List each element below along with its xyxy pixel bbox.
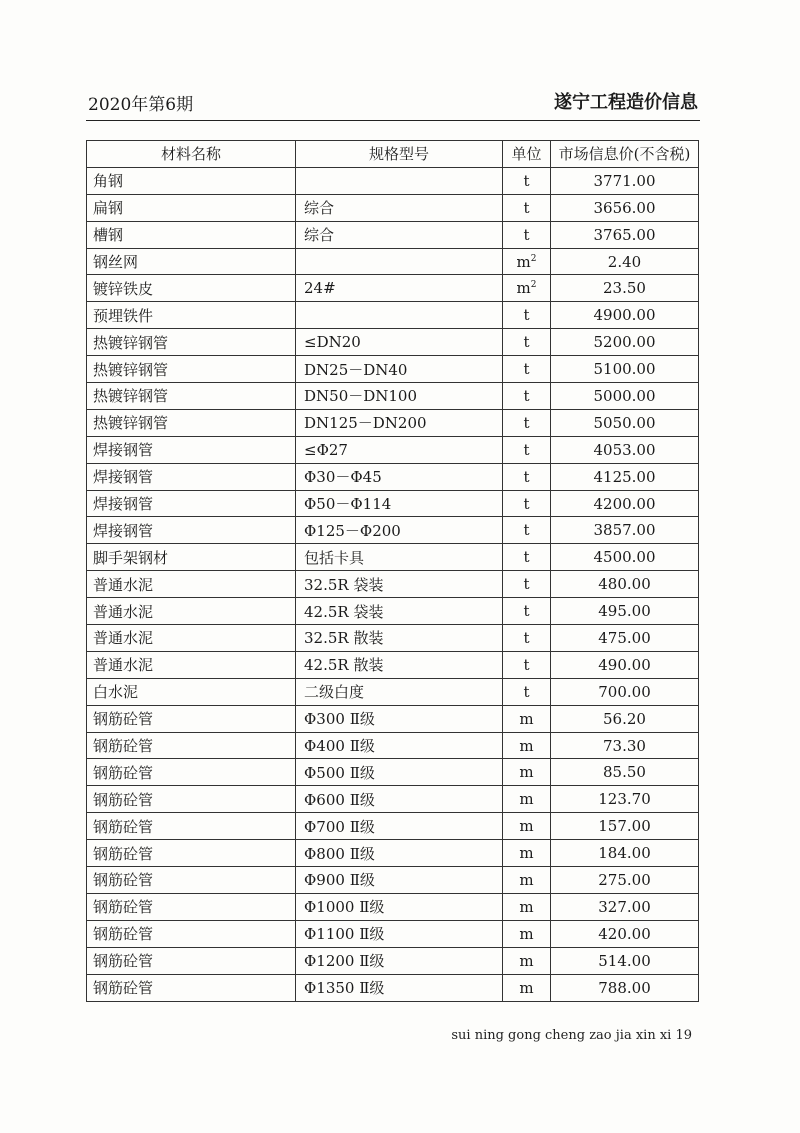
cell-unit: t [503, 194, 551, 221]
cell-name: 槽钢 [87, 221, 296, 248]
cell-name: 预埋铁件 [87, 302, 296, 329]
cell-price: 5200.00 [551, 329, 699, 356]
cell-name: 焊接钢管 [87, 463, 296, 490]
table-row [87, 356, 699, 383]
cell-unit: t [503, 383, 551, 410]
cell-spec: Φ1200 Ⅱ级 [296, 947, 503, 974]
cell-name: 钢筋砼管 [87, 759, 296, 786]
cell-name: 钢筋砼管 [87, 947, 296, 974]
cell-name: 焊接钢管 [87, 490, 296, 517]
cell-name: 普通水泥 [87, 651, 296, 678]
cell-unit: m [503, 705, 551, 732]
cell-price: 4053.00 [551, 436, 699, 463]
cell-name: 普通水泥 [87, 571, 296, 598]
table-row [87, 947, 699, 974]
cell-spec: ≤Φ27 [296, 436, 503, 463]
cell-unit: m [503, 840, 551, 867]
cell-spec [296, 248, 503, 275]
table-row [87, 867, 699, 894]
cell-price: 5000.00 [551, 383, 699, 410]
cell-spec: 32.5R 袋装 [296, 571, 503, 598]
cell-price: 495.00 [551, 598, 699, 625]
cell-spec: Φ1000 Ⅱ级 [296, 893, 503, 920]
table-row [87, 651, 699, 678]
cell-name: 普通水泥 [87, 598, 296, 625]
cell-spec: 包括卡具 [296, 544, 503, 571]
cell-unit: t [503, 356, 551, 383]
cell-price: 3771.00 [551, 167, 699, 194]
cell-price: 157.00 [551, 813, 699, 840]
cell-unit: t [503, 436, 551, 463]
col-header-spec: 规格型号 [296, 141, 503, 168]
table-row [87, 409, 699, 436]
cell-name: 钢筋砼管 [87, 705, 296, 732]
cell-spec: Φ50－Φ114 [296, 490, 503, 517]
cell-name: 钢筋砼管 [87, 893, 296, 920]
cell-unit: t [503, 598, 551, 625]
cell-name: 钢筋砼管 [87, 732, 296, 759]
cell-name: 钢筋砼管 [87, 813, 296, 840]
cell-name: 焊接钢管 [87, 517, 296, 544]
cell-unit: t [503, 678, 551, 705]
cell-unit: m [503, 759, 551, 786]
cell-spec: Φ1100 Ⅱ级 [296, 920, 503, 947]
cell-unit: m [503, 786, 551, 813]
cell-price: 3656.00 [551, 194, 699, 221]
cell-price: 4500.00 [551, 544, 699, 571]
cell-price: 420.00 [551, 920, 699, 947]
cell-unit: t [503, 651, 551, 678]
cell-spec: Φ600 Ⅱ级 [296, 786, 503, 813]
cell-spec [296, 302, 503, 329]
cell-unit: $m^2$ [503, 248, 551, 275]
table-row [87, 974, 699, 1001]
cell-spec: Φ300 Ⅱ级 [296, 705, 503, 732]
table-row [87, 732, 699, 759]
cell-spec: Φ400 Ⅱ级 [296, 732, 503, 759]
cell-spec: 32.5R 散装 [296, 625, 503, 652]
cell-unit: m [503, 947, 551, 974]
cell-spec: 42.5R 袋装 [296, 598, 503, 625]
table-row [87, 920, 699, 947]
cell-spec: Φ900 Ⅱ级 [296, 867, 503, 894]
cell-name: 镀锌铁皮 [87, 275, 296, 302]
cell-spec: DN50－DN100 [296, 383, 503, 410]
cell-unit: m [503, 920, 551, 947]
table-body [87, 167, 699, 1001]
table-row [87, 194, 699, 221]
cell-price: 700.00 [551, 678, 699, 705]
cell-spec: Φ800 Ⅱ级 [296, 840, 503, 867]
cell-name: 热镀锌钢管 [87, 356, 296, 383]
table-row [87, 167, 699, 194]
cell-price: 73.30 [551, 732, 699, 759]
cell-name: 钢筋砼管 [87, 974, 296, 1001]
table-row [87, 463, 699, 490]
table-row [87, 436, 699, 463]
cell-spec: Φ125－Φ200 [296, 517, 503, 544]
cell-price: 475.00 [551, 625, 699, 652]
cell-unit: t [503, 571, 551, 598]
table-header-row [87, 141, 699, 168]
cell-name: 白水泥 [87, 678, 296, 705]
cell-name: 扁钢 [87, 194, 296, 221]
cell-spec: 42.5R 散装 [296, 651, 503, 678]
cell-name: 脚手架钢材 [87, 544, 296, 571]
cell-name: 钢筋砼管 [87, 786, 296, 813]
cell-price: 275.00 [551, 867, 699, 894]
cell-unit: t [503, 302, 551, 329]
cell-spec: Φ500 Ⅱ级 [296, 759, 503, 786]
table-row [87, 598, 699, 625]
page-header [88, 88, 698, 118]
cell-price: 4900.00 [551, 302, 699, 329]
cell-spec: Φ700 Ⅱ级 [296, 813, 503, 840]
cell-price: 480.00 [551, 571, 699, 598]
table-row [87, 544, 699, 571]
table-row [87, 705, 699, 732]
cell-spec [296, 167, 503, 194]
table-row [87, 840, 699, 867]
table-row [87, 759, 699, 786]
table-row [87, 275, 699, 302]
cell-name: 钢筋砼管 [87, 867, 296, 894]
cell-price: 2.40 [551, 248, 699, 275]
cell-name: 热镀锌钢管 [87, 383, 296, 410]
cell-spec: 综合 [296, 194, 503, 221]
cell-spec: ≤DN20 [296, 329, 503, 356]
cell-price: 5100.00 [551, 356, 699, 383]
cell-name: 热镀锌钢管 [87, 329, 296, 356]
cell-unit: t [503, 409, 551, 436]
table-row [87, 678, 699, 705]
cell-unit: m [503, 867, 551, 894]
cell-price: 5050.00 [551, 409, 699, 436]
cell-spec: DN125－DN200 [296, 409, 503, 436]
table-row [87, 571, 699, 598]
cell-price: 56.20 [551, 705, 699, 732]
cell-spec: 24# [296, 275, 503, 302]
cell-price: 514.00 [551, 947, 699, 974]
col-header-price: 市场信息价(不含税) [551, 141, 699, 168]
cell-spec: Φ30－Φ45 [296, 463, 503, 490]
cell-price: 327.00 [551, 893, 699, 920]
cell-price: 23.50 [551, 275, 699, 302]
table-row [87, 329, 699, 356]
cell-unit: $m^2$ [503, 275, 551, 302]
cell-name: 钢丝网 [87, 248, 296, 275]
publication-title: 遂宁工程造价信息 [554, 92, 698, 113]
cell-name: 钢筋砼管 [87, 840, 296, 867]
cell-price: 4125.00 [551, 463, 699, 490]
cell-price: 4200.00 [551, 490, 699, 517]
page-footer: sui ning gong cheng zao jia xin xi 19 [451, 1028, 692, 1043]
cell-unit: m [503, 732, 551, 759]
cell-price: 3857.00 [551, 517, 699, 544]
table-row [87, 383, 699, 410]
cell-unit: t [503, 625, 551, 652]
cell-spec: 二级白度 [296, 678, 503, 705]
cell-unit: m [503, 813, 551, 840]
col-header-unit: 单位 [503, 141, 551, 168]
cell-unit: t [503, 490, 551, 517]
cell-name: 角钢 [87, 167, 296, 194]
cell-unit: t [503, 544, 551, 571]
price-table [86, 140, 699, 1002]
table-row [87, 625, 699, 652]
issue-label: 2020年第6期 [88, 95, 194, 115]
cell-price: 123.70 [551, 786, 699, 813]
cell-price: 3765.00 [551, 221, 699, 248]
cell-spec: DN25－DN40 [296, 356, 503, 383]
cell-name: 热镀锌钢管 [87, 409, 296, 436]
cell-unit: t [503, 463, 551, 490]
table-row [87, 893, 699, 920]
cell-price: 184.00 [551, 840, 699, 867]
cell-price: 788.00 [551, 974, 699, 1001]
col-header-name: 材料名称 [87, 141, 296, 168]
cell-price: 85.50 [551, 759, 699, 786]
table-row [87, 248, 699, 275]
cell-price: 490.00 [551, 651, 699, 678]
cell-spec: Φ1350 Ⅱ级 [296, 974, 503, 1001]
cell-spec: 综合 [296, 221, 503, 248]
cell-unit: t [503, 167, 551, 194]
table-row [87, 813, 699, 840]
table-row [87, 221, 699, 248]
table-row [87, 517, 699, 544]
cell-name: 普通水泥 [87, 625, 296, 652]
table-row [87, 490, 699, 517]
table-row [87, 786, 699, 813]
cell-unit: t [503, 329, 551, 356]
cell-unit: m [503, 974, 551, 1001]
cell-unit: t [503, 221, 551, 248]
cell-name: 钢筋砼管 [87, 920, 296, 947]
table-row [87, 302, 699, 329]
cell-name: 焊接钢管 [87, 436, 296, 463]
cell-unit: m [503, 893, 551, 920]
header-divider [86, 120, 700, 121]
cell-unit: t [503, 517, 551, 544]
